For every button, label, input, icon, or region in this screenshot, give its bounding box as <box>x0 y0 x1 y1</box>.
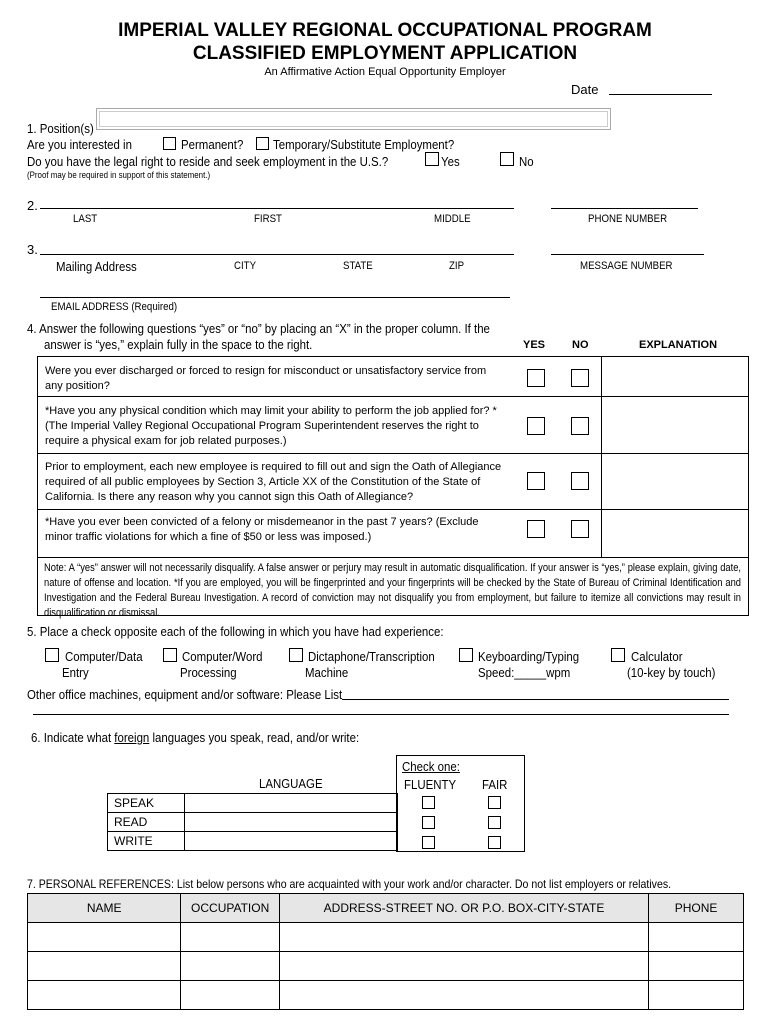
q2-explanation-field[interactable] <box>602 397 749 453</box>
dictaphone-label-1: Dictaphone/Transcription <box>308 649 435 664</box>
reference-row <box>28 952 744 981</box>
reference-row <box>28 981 744 1010</box>
phone-label: PHONE NUMBER <box>588 213 668 225</box>
phone-line[interactable] <box>551 208 698 209</box>
mailing-address-label: Mailing Address <box>56 259 137 274</box>
q3-no-checkbox[interactable] <box>571 472 589 490</box>
reference-occupation-cell[interactable] <box>181 923 280 952</box>
write-fluenty-checkbox[interactable] <box>422 836 435 849</box>
reference-occupation-cell[interactable] <box>181 981 280 1010</box>
word-processing-label-2: Processing <box>180 665 237 680</box>
address-line[interactable] <box>40 254 514 255</box>
disqualification-note: Note: A “yes” answer will not necessarily disqualify. A false answer or perjury may result in automatic disqualification. If your answer is “yes,” please explain, giving date, nature of offense and location. *If you are employed, you will be fingerprinted and your fingerprints will be checked by the State of Bureau of Criminal Identification and Investigation and the Federal Bureau Investigation. A record of conviction may not disqualify you from employment, but failure to itemize all convictions may result in disqualification or dismissal. <box>44 562 741 619</box>
zip-label: ZIP <box>449 260 465 272</box>
language-input-read[interactable] <box>185 813 398 832</box>
language-input-write[interactable] <box>185 832 398 851</box>
col-name: NAME <box>28 894 181 923</box>
col-address: ADDRESS-STREET NO. OR P.O. BOX-CITY-STATE <box>279 894 648 923</box>
fair-header: FAIR <box>482 777 508 792</box>
email-line[interactable] <box>40 297 510 298</box>
dictaphone-checkbox[interactable] <box>289 648 303 662</box>
col-explanation-header: EXPLANATION <box>639 339 718 351</box>
check-one-label: Check one: <box>402 759 460 774</box>
language-row-write <box>108 832 398 851</box>
reference-address-cell[interactable] <box>279 981 648 1010</box>
computer-data-entry-checkbox[interactable] <box>45 648 59 662</box>
reference-name-cell[interactable] <box>28 952 181 981</box>
reference-name-cell[interactable] <box>28 981 181 1010</box>
computer-data-entry-label-1: Computer/Data <box>65 649 143 664</box>
question-3: Prior to employment, each new employee is required to fill out and sign the Oath of Allegiance required of all public employees by Section 3, Article XX of the Constitution of the State of California. Is there any reason why you cannot sign this Oath of Allegiance? <box>45 461 502 503</box>
q1-explanation-field[interactable] <box>602 357 749 396</box>
language-row-speak <box>108 794 398 813</box>
date-label: Date <box>571 82 599 97</box>
message-number-label: MESSAGE NUMBER <box>580 260 673 272</box>
section3-number: 3. <box>27 242 38 257</box>
reference-address-cell[interactable] <box>279 923 648 952</box>
name-line[interactable] <box>40 208 514 209</box>
keyboarding-label-1: Keyboarding/Typing <box>478 649 580 664</box>
section6-intro: 6. Indicate what foreign languages you speak, read, and/or write: <box>31 730 360 745</box>
question-4: *Have you ever been convicted of a felony or misdemeanor in the past 7 years? (Exclude minor traffic violations for which a fine of $50 or less was imposed.) <box>45 516 479 543</box>
q2-yes-checkbox[interactable] <box>527 417 545 435</box>
language-table <box>107 793 398 851</box>
reference-row <box>28 923 744 952</box>
word-processing-label-1: Computer/Word <box>182 649 263 664</box>
write-fair-checkbox[interactable] <box>488 836 501 849</box>
q4-explanation-field[interactable] <box>602 510 749 557</box>
position-label: 1. Position(s) <box>27 121 94 136</box>
row-label-write: WRITE <box>108 832 185 851</box>
calculator-label-1: Calculator <box>631 649 683 664</box>
computer-data-entry-label-2: Entry <box>62 665 89 680</box>
q4-no-checkbox[interactable] <box>571 520 589 538</box>
form-title-line1: IMPERIAL VALLEY REGIONAL OCCUPATIONAL PROGRAM <box>118 20 652 41</box>
legal-no-checkbox[interactable] <box>500 152 514 166</box>
employer-subtitle: An Affirmative Action Equal Opportunity Employer <box>264 66 506 78</box>
question-2: *Have you any physical condition which may limit your ability to perform the job applied for? *(The Imperial Valley Regional Occupational Program Superintendent reserves the right to require a physical exam for job related purposes.) <box>45 405 497 447</box>
last-label: LAST <box>73 213 98 225</box>
reference-occupation-cell[interactable] <box>181 952 280 981</box>
q3-explanation-field[interactable] <box>602 454 749 509</box>
read-fluenty-checkbox[interactable] <box>422 816 435 829</box>
reference-address-cell[interactable] <box>279 952 648 981</box>
legal-yes-checkbox[interactable] <box>425 152 439 166</box>
calculator-label-2: (10-key by touch) <box>627 665 716 680</box>
state-label: STATE <box>343 260 373 272</box>
date-field[interactable] <box>609 94 712 95</box>
col-yes-header: YES <box>523 339 546 351</box>
language-input-speak[interactable] <box>185 794 398 813</box>
section4-intro-1: 4. Answer the following questions “yes” or “no” by placing an “X” in the proper column. If the <box>27 321 490 336</box>
permanent-label: Permanent? <box>181 137 244 152</box>
q1-yes-checkbox[interactable] <box>527 369 545 387</box>
middle-label: MIDDLE <box>434 213 471 225</box>
references-header-row <box>28 894 744 923</box>
reference-phone-cell[interactable] <box>649 952 744 981</box>
col-no-header: NO <box>572 339 589 351</box>
question-1: Were you ever discharged or forced to resign for misconduct or unsatisfactory service from any position? <box>45 365 487 392</box>
keyboarding-checkbox[interactable] <box>459 648 473 662</box>
position-input[interactable] <box>96 108 611 130</box>
questions-table <box>37 356 749 619</box>
temporary-label: Temporary/Substitute Employment? <box>273 137 455 152</box>
col-phone: PHONE <box>649 894 744 923</box>
q1-no-checkbox[interactable] <box>571 369 589 387</box>
permanent-checkbox[interactable] <box>163 137 176 150</box>
section7-intro: 7. PERSONAL REFERENCES: List below persons who are acquainted with your work and/or character. Do not list employers or relatives. <box>27 877 672 891</box>
reference-name-cell[interactable] <box>28 923 181 952</box>
fluenty-header: FLUENTY <box>404 777 457 792</box>
calculator-checkbox[interactable] <box>611 648 625 662</box>
legal-no-label: No <box>519 154 534 169</box>
city-label: CITY <box>234 260 257 272</box>
other-equipment-label: Other office machines, equipment and/or software: Please List <box>27 687 343 702</box>
message-line[interactable] <box>551 254 704 255</box>
other-equipment-line-2[interactable] <box>33 714 729 715</box>
speak-fluenty-checkbox[interactable] <box>422 796 435 809</box>
q4-yes-checkbox[interactable] <box>527 520 545 538</box>
other-equipment-line-1[interactable] <box>342 699 729 700</box>
speak-fair-checkbox[interactable] <box>488 796 501 809</box>
legal-yes-label: Yes <box>441 154 460 169</box>
row-label-read: READ <box>108 813 185 832</box>
section5-intro: 5. Place a check opposite each of the following in which you have had experience: <box>27 624 444 639</box>
first-label: FIRST <box>254 213 282 225</box>
language-row-read <box>108 813 398 832</box>
temporary-checkbox[interactable] <box>256 137 269 150</box>
word-processing-checkbox[interactable] <box>163 648 177 662</box>
q2-no-checkbox[interactable] <box>571 417 589 435</box>
email-label: EMAIL ADDRESS (Required) <box>51 301 178 313</box>
references-table <box>27 893 744 1010</box>
col-occupation: OCCUPATION <box>181 894 280 923</box>
reference-phone-cell[interactable] <box>649 981 744 1010</box>
interest-label: Are you interested in <box>27 137 132 152</box>
keyboarding-speed-label: Speed:_____wpm <box>478 665 571 680</box>
section4-intro-2: answer is “yes,” explain fully in the space to the right. <box>44 337 313 352</box>
dictaphone-label-2: Machine <box>305 665 349 680</box>
language-header: LANGUAGE <box>259 776 323 791</box>
proof-note: (Proof may be required in support of this statement.) <box>27 170 211 180</box>
read-fair-checkbox[interactable] <box>488 816 501 829</box>
legal-question: Do you have the legal right to reside and seek employment in the U.S.? <box>27 154 389 169</box>
row-label-speak: SPEAK <box>108 794 185 813</box>
section2-number: 2. <box>27 198 38 213</box>
q3-yes-checkbox[interactable] <box>527 472 545 490</box>
reference-phone-cell[interactable] <box>649 923 744 952</box>
proficiency-box <box>396 755 525 852</box>
form-title-line2: CLASSIFIED EMPLOYMENT APPLICATION <box>192 43 578 64</box>
